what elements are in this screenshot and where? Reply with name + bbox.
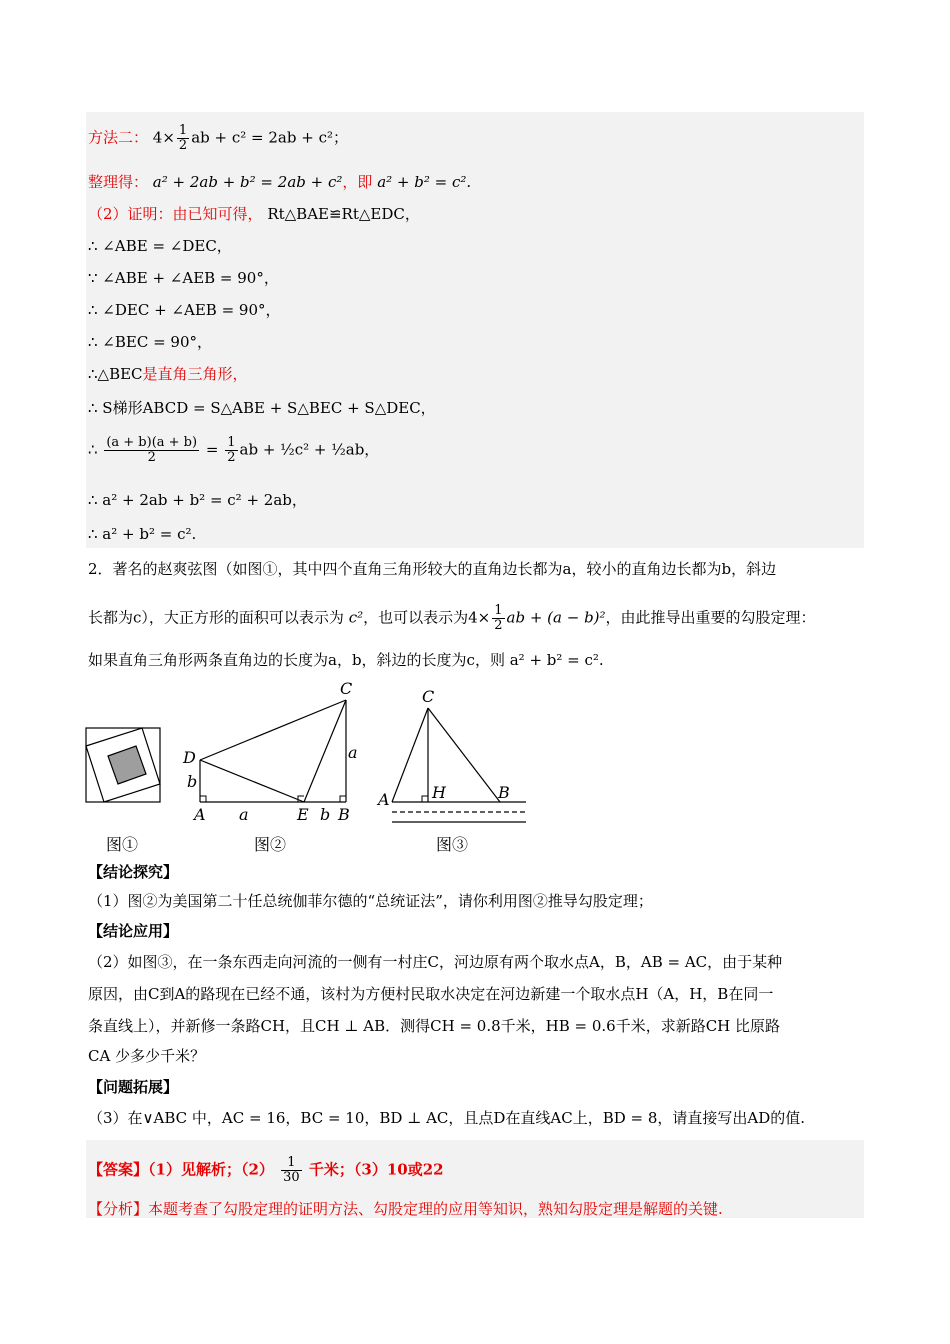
p2-l2b: c² — [348, 608, 364, 627]
fig2-label-a-bottom: a — [239, 805, 249, 824]
proof-step-8: ∴ a² + 2ab + b² = c² + 2ab， — [88, 491, 307, 509]
tidy-line — [88, 172, 471, 192]
proof-step-3: ∴ ∠DEC + ∠AEB = 90°， — [88, 301, 281, 319]
tidy-result: a² + b² = c². — [377, 173, 472, 191]
proof-line — [88, 204, 420, 224]
area-frac-num: (a + b)(a + b) — [106, 435, 198, 450]
method2-line: 方法二： 4× $\frac{1}{2}$ ab + c² = 2ab + c²； — [88, 123, 348, 153]
method2-label: 方法二： — [88, 128, 149, 147]
analysis-line: 【分析】本题考查了勾股定理的证明方法、勾股定理的应用等知识，熟知勾股定理是解题的关键. — [88, 1200, 723, 1218]
method2-expr: ab + c² = 2ab + c²； — [191, 128, 348, 147]
proof-step-1: ∴ ∠ABE = ∠DEC， — [88, 237, 232, 255]
line7-tail: ab + ½c² + ½ab， — [239, 440, 380, 459]
answer-frac-num: 1 — [281, 1156, 302, 1171]
answer-label: 【答案】（1）见解析；（2） — [88, 1160, 274, 1179]
fig3-caption: 图③ — [436, 835, 469, 854]
explore-title: 【结论探究】 — [88, 863, 179, 881]
area-fraction — [104, 436, 199, 465]
question2-line2: 原因，由C到A的路现在已经不通，该村为方便村民取水决定在河边新建一个取水点H（A，H，B在同一 — [88, 985, 774, 1003]
proof-expr: Rt△BAE≌Rt△EDC， — [267, 205, 420, 223]
fig2-label-D: D — [183, 748, 196, 767]
fig3-label-H: H — [432, 783, 446, 802]
proof-step-9: ∴ a² + b² = c². — [88, 525, 197, 543]
fig2-label-C: C — [340, 679, 353, 698]
figure2-trapezoid — [182, 679, 358, 824]
fig2-label-b-left: b — [187, 772, 198, 791]
question1: （1）图②为美国第二十任总统伽菲尔德的“总统证法”，请你利用图②推导勾股定理； — [88, 892, 653, 910]
fig3-label-C: C — [422, 687, 435, 706]
apply-title: 【结论应用】 — [88, 922, 179, 940]
half-fraction: $\frac{1}{2}$ — [178, 123, 188, 153]
fig3-label-A: A — [378, 790, 390, 809]
area-frac-den: 2 — [147, 450, 156, 465]
line5-prefix: ∴△BEC — [88, 365, 143, 383]
question3: （3）在∨ABC 中，AC = 16，BC = 10，BD ⊥ AC，且点D在直线AC上，BD = 8，请直接写出AD的值. — [88, 1109, 806, 1127]
question2-line4: CA 少多少千米？ — [88, 1047, 206, 1065]
answer-line — [88, 1156, 444, 1185]
fig2-label-A: A — [194, 805, 206, 824]
problem2-line1: 2．著名的赵爽弦图（如图①，其中四个直角三角形较大的直角边长都为a，较小的直角边长都为b，斜边 — [88, 560, 777, 578]
proof-step-4: ∴ ∠BEC = 90°， — [88, 333, 213, 351]
problem2-line3: 如果直角三角形两条直角边的长度为a，b，斜边的长度为c，则 a² + b² = c². — [88, 651, 604, 669]
figure1-zhao-diagram — [86, 728, 160, 802]
fig2-caption: 图② — [254, 835, 287, 854]
tidy-label: 整理得： — [88, 173, 149, 191]
p2-l2c: ，也可以表示为4× — [363, 608, 491, 627]
answer-tail: 千米；（3）10或22 — [308, 1160, 444, 1179]
tidy-sep: ，即 — [342, 173, 373, 191]
answer-fraction — [281, 1156, 302, 1185]
proof-label: （2）证明：由已知可得， — [88, 205, 263, 223]
fig1-caption: 图① — [106, 835, 139, 854]
fig2-label-B: B — [338, 805, 350, 824]
question2-line1: （2）如图③，在一条东西走向河流的一侧有一村庄C，河边原有两个取水点A，B，AB = AC，由于某种 — [88, 953, 783, 971]
extend-title: 【问题拓展】 — [88, 1078, 179, 1096]
answer-frac-den: 30 — [283, 1170, 300, 1185]
proof-step-7: ∴ $\frac{(a + b)(a + b)}{2}$ = $\frac{1}{2}$ ab + ½c² + ½ab， — [88, 435, 380, 465]
p2-l2a: 长都为c），大正方形的面积可以表示为 — [88, 608, 344, 627]
figures-svg — [80, 678, 540, 828]
question2-line3: 条直线上），并新修一条路CH，且CH ⊥ AB．测得CH = 0.8千米，HB = 0.6千米，求新路CH 比原路 — [88, 1017, 781, 1035]
fig2-label-b-bottom: b — [320, 805, 331, 824]
tidy-expr: a² + 2ab + b² = 2ab + c² — [152, 173, 343, 191]
fig3-label-B: B — [498, 783, 510, 802]
fig2-label-a-right: a — [348, 743, 358, 762]
proof-step-5 — [88, 364, 248, 384]
p2-l2d: ab + (a − b)² — [506, 608, 606, 627]
proof-step-2: ∵ ∠ABE + ∠AEB = 90°， — [88, 269, 279, 287]
fig2-label-E: E — [297, 805, 309, 824]
figure3-river — [376, 687, 526, 822]
line5-text: 是直角三角形， — [142, 365, 248, 383]
proof-step-6: ∴ S梯形ABCD = S△ABE + S△BEC + S△DEC， — [88, 399, 436, 417]
problem2-line2: 长都为c），大正方形的面积可以表示为 c²，也可以表示为4× $\frac{1}{2}$ ab + (a − b)²，由此推导出重要的勾股定理： — [88, 603, 816, 633]
p2-l2e: ，由此推导出重要的勾股定理： — [605, 608, 816, 627]
